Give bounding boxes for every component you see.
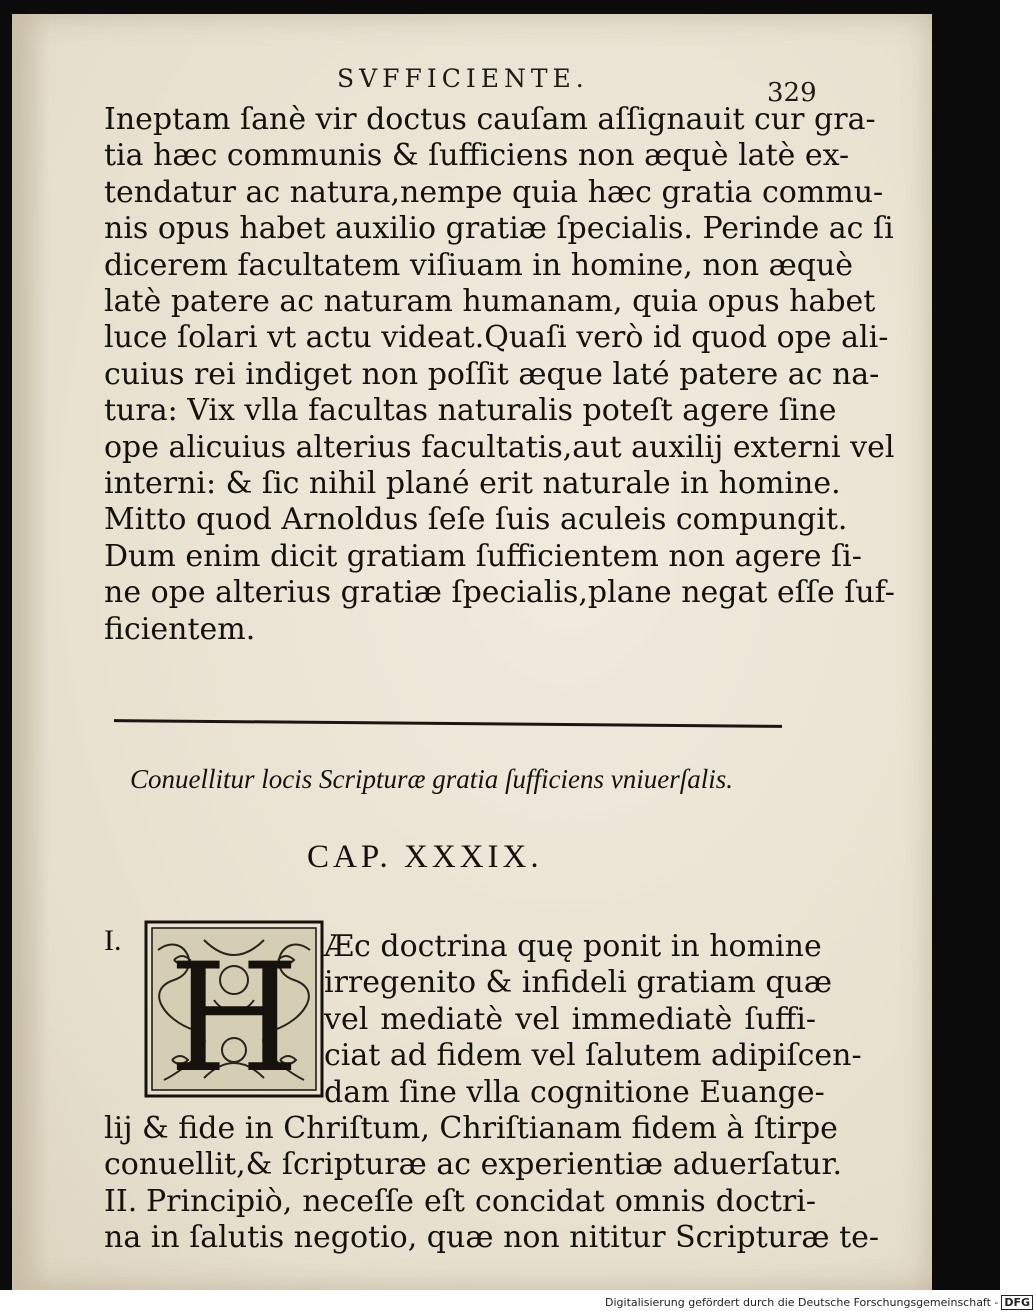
text-line: conuellit,& ſcripturæ ac experientiæ aduerſatur. [104,1147,843,1183]
text-line: ficientem. [104,611,256,647]
text-line: ne ope alterius gratiæ ſpecialis,plane negat eſſe ſuf- [104,575,895,611]
text-line: vel mediatè vel immediatè ſuffi- [324,1001,816,1037]
text-line-content: Principiò, neceſſe eſt concidat omnis doctri- [146,1183,816,1219]
text-line: Dum enim dicit gratiam ſufficientem non agere ſi- [104,538,862,574]
text-line: na in ſalutis negotio, quæ non nititur Scripturæ te- [104,1220,880,1256]
chapter-summary-caption: Conuellitur locis Scripturæ gratia ſufficiens vniuerſalis. [130,764,733,794]
paragraph-number: I. [104,924,122,957]
text-line: Mitto quod Arnoldus ſeſe ſuis aculeis compungit. [104,502,848,538]
text-line: Æc doctrina quę ponit in homine [324,929,822,964]
paragraph-continuation [104,1111,880,1257]
text-line: nis opus habet auxilio gratiæ ſpecialis. Perinde ac ſi [104,211,894,247]
first-paragraph-beside-initial [324,929,862,1111]
dfg-logo: DFG [1001,1295,1033,1310]
decorated-initial-h [144,920,324,1106]
text-line [104,1184,816,1220]
chapter-heading: CAP. XXXIX. [307,839,543,875]
text-line: luce ſolari vt actu videat.Quaſi verò id quod ope ali- [104,320,889,356]
text-line: tia hæc communis & ſufficiens non æquè latè ex- [104,138,850,174]
text-line: latè patere ac naturam humanam, quia opus habet [104,284,876,320]
book-page [12,14,932,1290]
text-line: cuius rei indiget non poſſit æque laté patere ac na- [104,356,880,392]
text-line: dicerem facultatem viſiuam in homine, non æquè [104,247,854,283]
text-line: dam ſine vlla cognitione Euange- [324,1074,825,1110]
credit-text: Digitalisierung gefördert durch die Deutsche Forschungsgemeinschaft - [605,1296,999,1309]
digitization-credit [605,1296,1033,1309]
text-line: ope alicuius alterius facultatis,aut auxilij externi vel [104,429,895,465]
initial-letter: H [168,932,300,1106]
page-gutter-shadow [12,14,50,1290]
text-line: Ineptam ſanè vir doctus cauſam aſſignauit cur gra- [104,102,876,137]
text-line: irregenito & infideli gratiam quæ [324,965,833,1001]
text-line: interni: & ſic nihil plané erit naturale in homine. [104,466,841,502]
text-line: lij & fide in Chriſtum, Chriſtianam fidem à ſtirpe [104,1111,838,1146]
running-head: SVFFICIENTE. [337,64,589,93]
text-line: ciat ad fidem vel ſalutem adipiſcen- [324,1038,862,1074]
section-divider-rule [114,719,782,728]
text-line: tura: Vix vlla facultas naturalis poteſt agere ſine [104,393,837,429]
paragraph-number: II. [104,1183,138,1219]
text-line: tendatur ac natura,nempe quia hæc gratia commu- [104,174,884,210]
main-paragraph [104,102,895,648]
page-number: 329 [767,78,817,108]
